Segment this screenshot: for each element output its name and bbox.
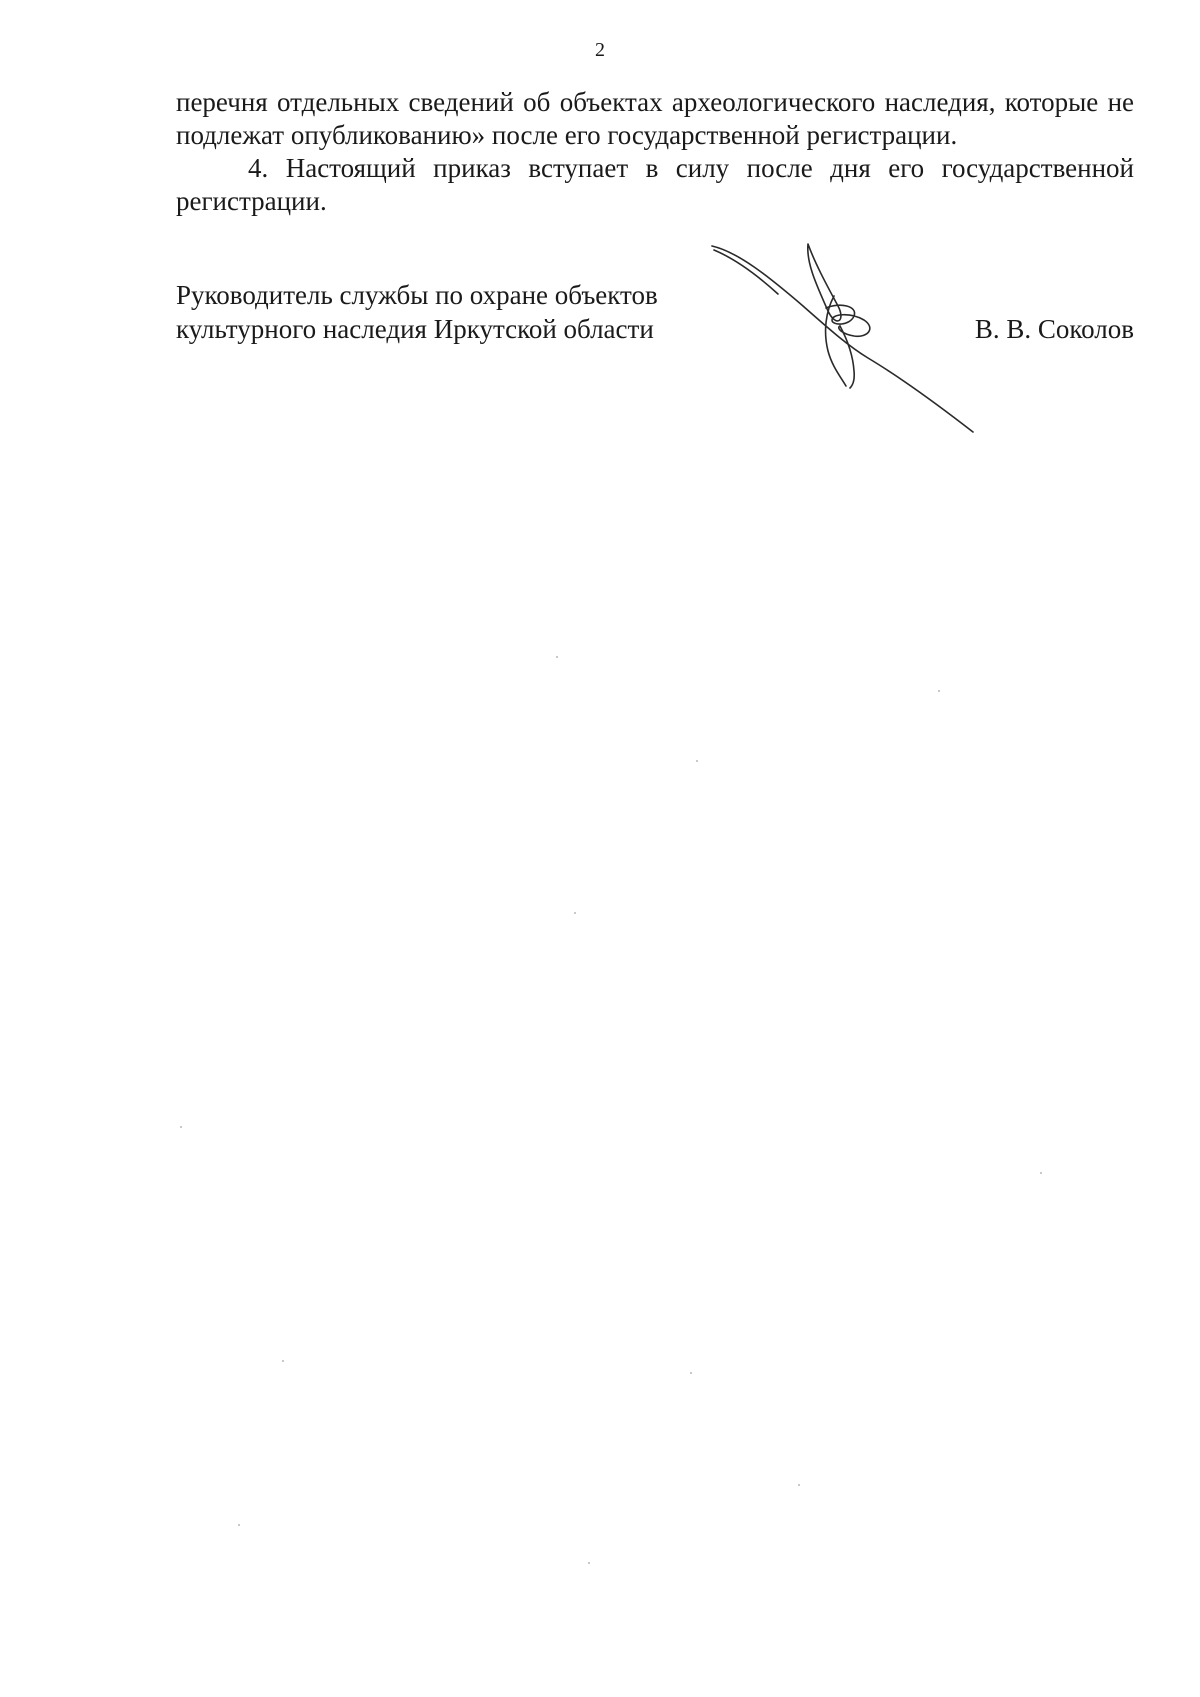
scan-speck [696, 760, 698, 762]
position-line-1: Руководитель службы по охране объектов [176, 280, 658, 310]
signatory-name: В. В. Соколов [974, 314, 1134, 344]
document-body [176, 86, 1134, 218]
scan-speck [282, 1360, 284, 1362]
scan-speck [574, 912, 576, 914]
scan-speck [798, 1484, 800, 1486]
paragraph-4: 4. Настоящий приказ вступает в силу после дня его государственной регистрации. [176, 153, 1134, 216]
paragraph-continuation: перечня отдельных сведений об объектах археологического наследия, которые не подлежат опубликованию» после его государственной регистрации. [176, 87, 1134, 150]
scan-speck [938, 690, 940, 692]
scan-speck [690, 1372, 692, 1374]
scan-speck [588, 1562, 590, 1564]
page-number: 2 [595, 39, 605, 61]
signature-block [176, 278, 1134, 438]
handwritten-signature-icon [708, 236, 976, 436]
scan-speck [1040, 1172, 1042, 1174]
signatory-position [176, 278, 658, 346]
scan-speck [238, 1524, 240, 1526]
scan-speck [556, 656, 558, 658]
scan-speck [180, 1126, 182, 1128]
position-line-2: культурного наследия Иркутской области [176, 314, 654, 344]
